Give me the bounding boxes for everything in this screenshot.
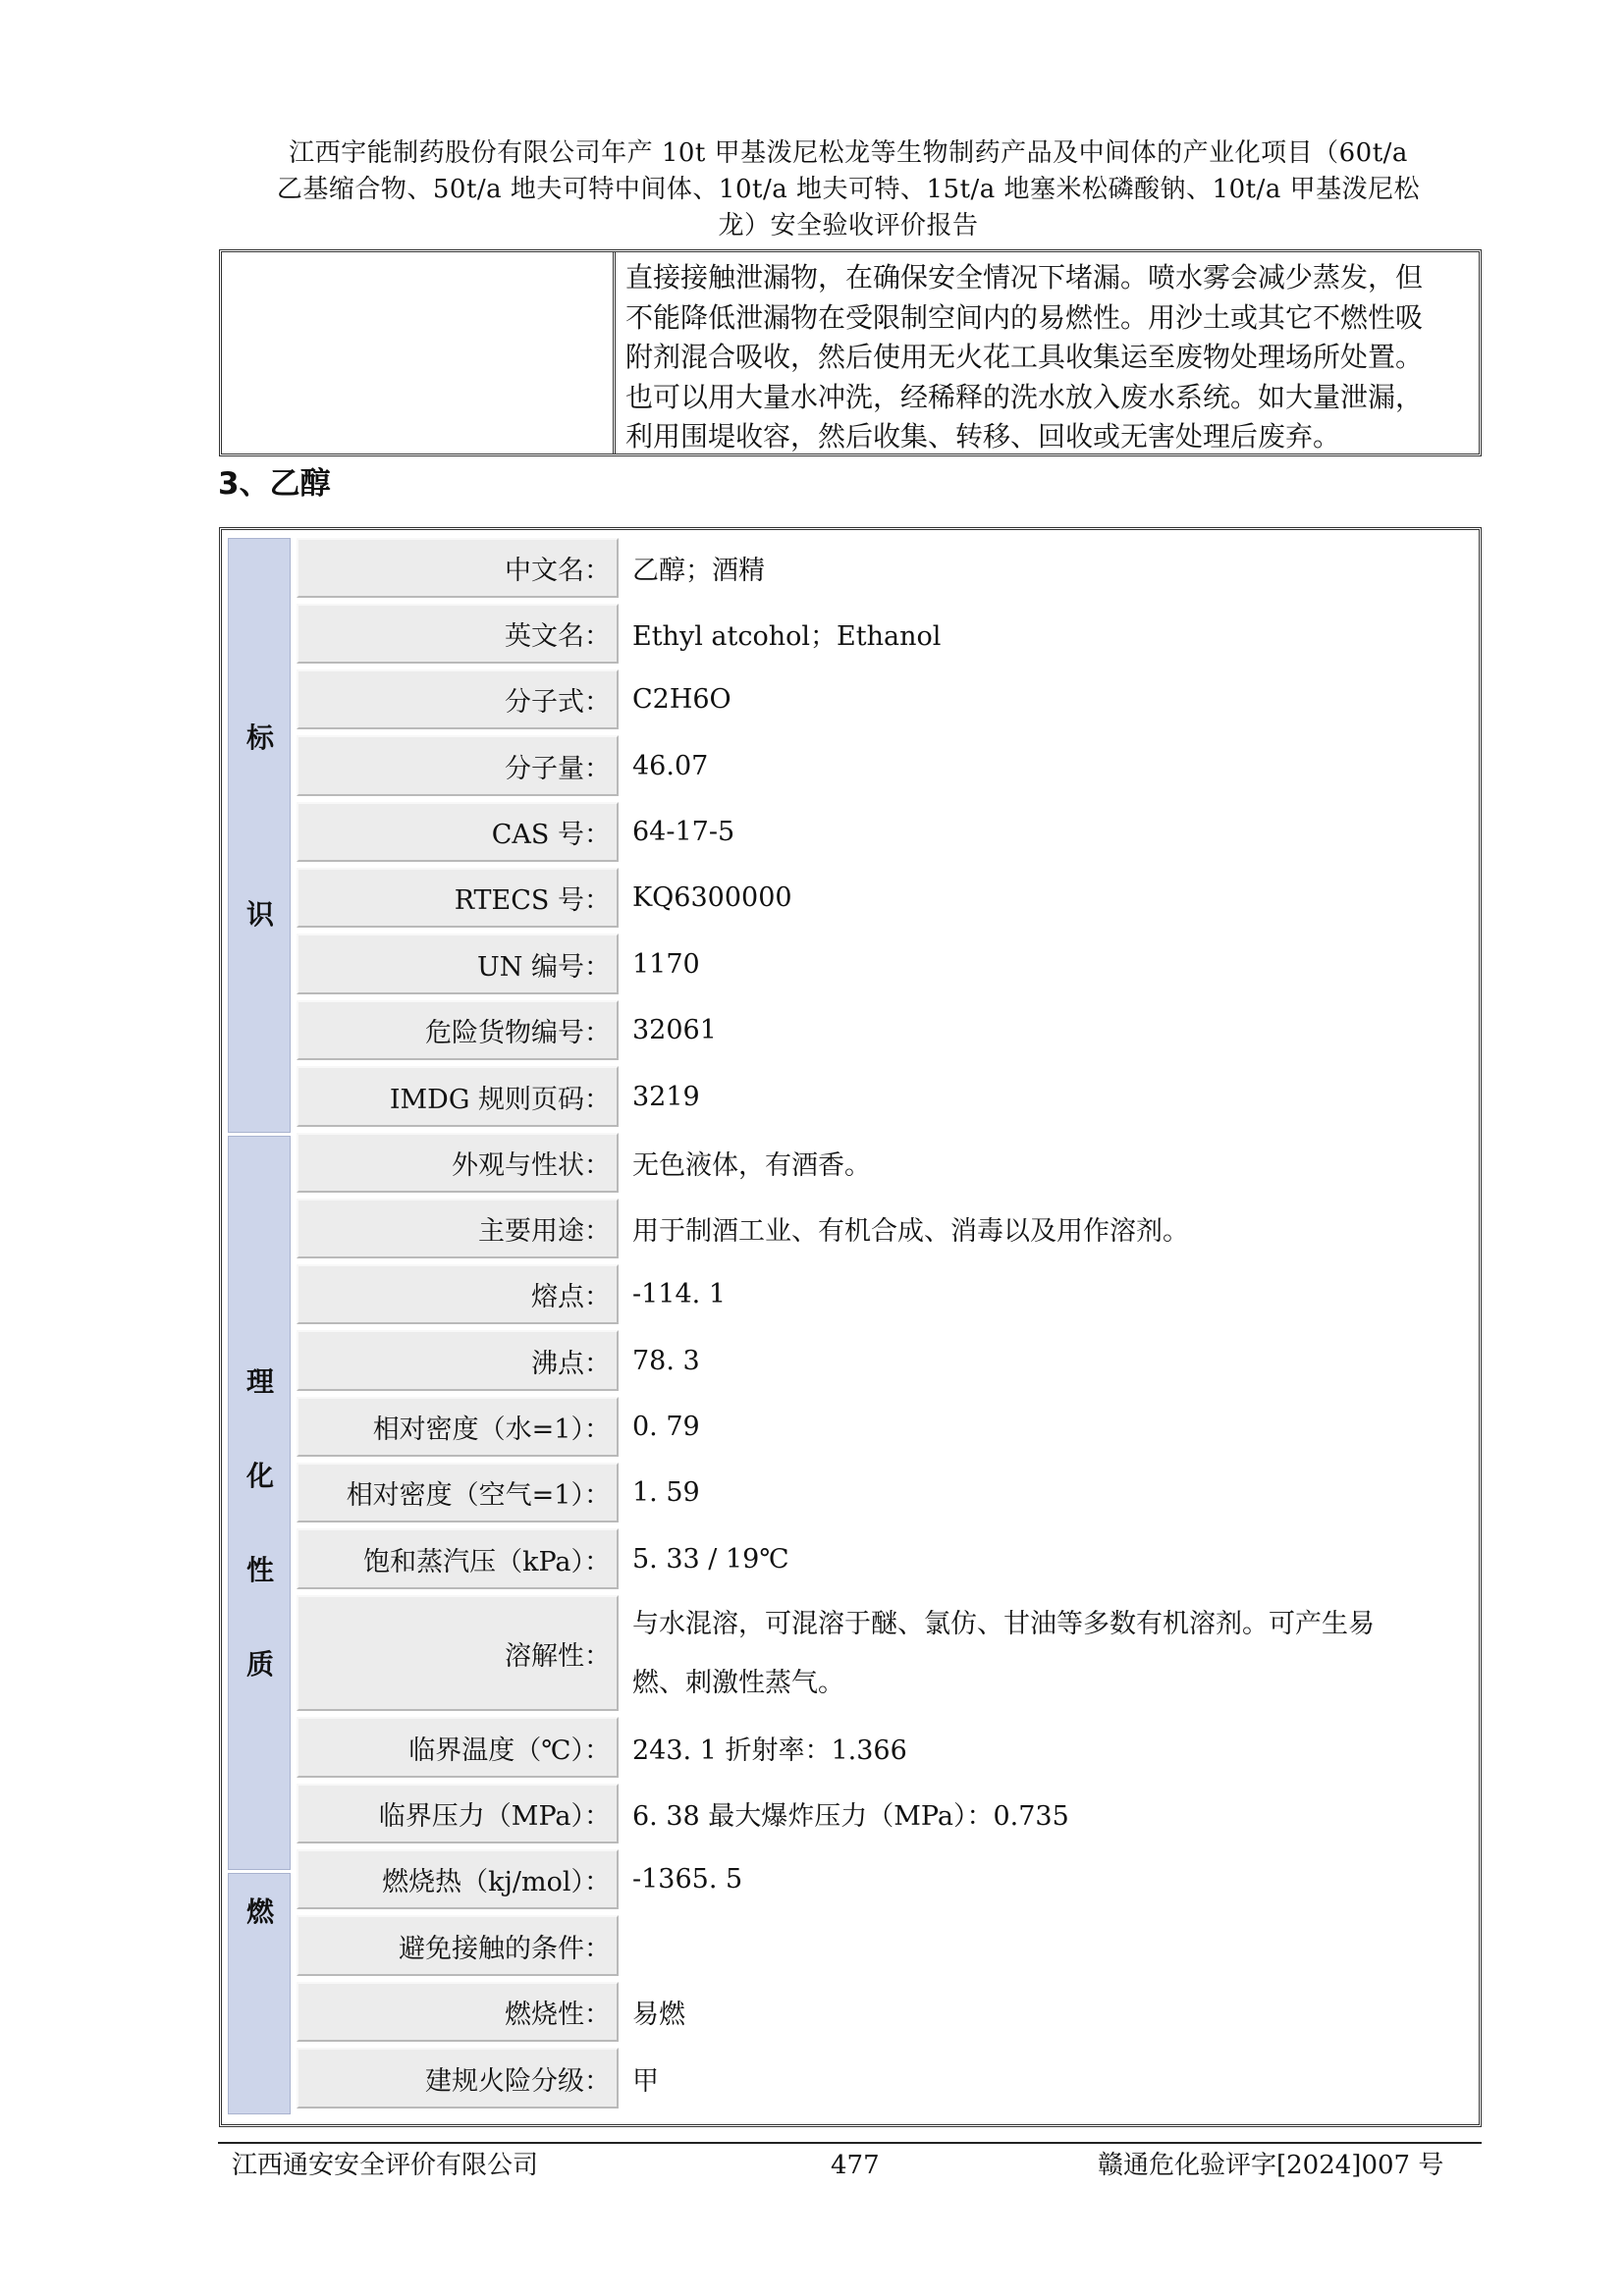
spill-line-4: 也可以用大量水冲洗，经稀释的洗水放入废水系统。如大量泄漏，	[625, 380, 1424, 413]
spill-line-1: 直接接触泄漏物，在确保安全情况下堵漏。喷水雾会减少蒸发，但	[625, 261, 1424, 294]
row-value: 3219	[632, 1081, 700, 1112]
group-char: 化	[245, 1460, 274, 1492]
row-label: CAS 号：	[297, 802, 619, 862]
group-char: 标	[245, 721, 274, 754]
row-value: 243. 1 折射率：1.366	[632, 1735, 907, 1766]
row-label: 燃烧热（kj/mol）：	[297, 1849, 619, 1909]
footer-divider	[218, 2142, 1482, 2144]
spill-line-5: 利用围堤收容，然后收集、转移、回收或无害处理后废弃。	[625, 420, 1341, 453]
group-char: 理	[245, 1365, 274, 1398]
row-label: 中文名：	[297, 538, 619, 598]
table-row	[297, 669, 1473, 735]
row-label: 危险货物编号：	[297, 1000, 619, 1060]
row-label: 分子式：	[297, 669, 619, 729]
row-label: UN 编号：	[297, 934, 619, 994]
table-row	[297, 1133, 1473, 1199]
row-label: 分子量：	[297, 735, 619, 796]
table-row	[297, 735, 1473, 802]
table-row	[297, 1199, 1473, 1264]
table-row	[297, 1397, 1473, 1463]
row-label: RTECS 号：	[297, 868, 619, 928]
table-row	[297, 1595, 1473, 1717]
spill-label-cell	[222, 252, 616, 454]
header-line-1: 江西宇能制药股份有限公司年产 10t 甲基泼尼松龙等生物制药产品及中间体的产业化项目（60t/a	[289, 138, 1408, 168]
row-value: 6. 38 最大爆炸压力（MPa）：0.735	[632, 1801, 1069, 1832]
row-label: 建规火险分级：	[297, 2048, 619, 2109]
row-label: IMDG 规则页码：	[297, 1066, 619, 1127]
table-row	[297, 538, 1473, 604]
row-label: 熔点：	[297, 1264, 619, 1324]
row-label: 燃烧性：	[297, 1982, 619, 2042]
row-value: KQ6300000	[632, 882, 792, 913]
row-value: 易燃	[632, 2000, 685, 2030]
row-value: 1. 59	[632, 1477, 700, 1508]
row-value: 无色液体，有酒香。	[632, 1150, 871, 1181]
group-label-physicochemical	[228, 1136, 291, 1870]
table-row	[297, 1982, 1473, 2048]
group-char: 质	[245, 1648, 274, 1681]
table-row	[297, 1784, 1473, 1849]
row-value	[626, 1915, 1473, 1976]
row-value: 0. 79	[632, 1412, 700, 1442]
row-label: 饱和蒸汽压（kPa）：	[297, 1528, 619, 1589]
table-row	[297, 1330, 1473, 1397]
row-value-line-2: 燃、刺激性蒸气。	[632, 1668, 844, 1698]
table-row	[297, 1264, 1473, 1330]
row-value: 32061	[632, 1015, 717, 1045]
row-value: Ethyl atcohol；Ethanol	[632, 621, 942, 652]
table-row	[297, 1463, 1473, 1528]
table-row	[297, 1528, 1473, 1595]
table-row	[297, 868, 1473, 934]
header-line-2: 乙基缩合物、50t/a 地夫可特中间体、10t/a 地夫可特、15t/a 地塞米松磷酸钠、10t/a 甲基泼尼松	[276, 175, 1421, 204]
row-value: 78. 3	[632, 1345, 700, 1376]
row-value: 用于制酒工业、有机合成、消毒以及用作溶剂。	[632, 1216, 1189, 1247]
table-row	[297, 1915, 1473, 1982]
table-row	[297, 604, 1473, 669]
group-label-identification	[228, 538, 291, 1133]
section-title: 3、乙醇	[218, 466, 331, 502]
row-value: 甲	[632, 2065, 659, 2097]
table-row	[297, 1000, 1473, 1066]
row-label: 溶解性：	[297, 1595, 619, 1711]
group-char: 识	[245, 898, 274, 931]
footer-doc-number: 赣通危化验评字[2024]007 号	[1098, 2151, 1444, 2180]
table-row	[297, 1849, 1473, 1915]
group-char: 燃	[245, 1896, 274, 1928]
row-value: 乙醇；酒精	[632, 556, 765, 586]
row-value: 46.07	[632, 750, 709, 781]
table-row	[297, 2048, 1473, 2114]
row-label: 沸点：	[297, 1330, 619, 1391]
row-label: 英文名：	[297, 604, 619, 664]
row-value: 5. 33 / 19℃	[632, 1543, 789, 1575]
spill-line-3: 附剂混合吸收，然后使用无火花工具收集运至废物处理场所处置。	[625, 341, 1424, 373]
spill-line-2: 不能降低泄漏物在受限制空间内的易燃性。用沙土或其它不燃性吸	[625, 300, 1424, 334]
row-value: -1365. 5	[632, 1864, 743, 1895]
table-row	[297, 1066, 1473, 1133]
row-value-line-1: 与水混溶，可混溶于醚、氯仿、甘油等多数有机溶剂。可产生易	[632, 1609, 1375, 1639]
row-value: -114. 1	[632, 1279, 727, 1309]
row-value: 64-17-5	[632, 817, 735, 847]
spill-text-cell	[616, 252, 1479, 454]
row-label: 相对密度（水=1）：	[297, 1397, 619, 1457]
table-row	[297, 1717, 1473, 1784]
row-value: C2H6O	[632, 684, 731, 715]
group-char: 性	[245, 1554, 274, 1586]
row-label: 外观与性状：	[297, 1133, 619, 1193]
table-row	[297, 802, 1473, 868]
row-label: 临界温度（℃）：	[297, 1717, 619, 1778]
row-label: 临界压力（MPa）：	[297, 1784, 619, 1843]
report-header	[228, 135, 1469, 244]
row-label: 相对密度（空气=1）：	[297, 1463, 619, 1522]
header-line-3: 龙）安全验收评价报告	[718, 211, 979, 240]
table-row	[297, 934, 1473, 1000]
spill-handling-table	[219, 249, 1482, 456]
row-label: 主要用途：	[297, 1199, 619, 1258]
footer-company: 江西通安安全评价有限公司	[232, 2151, 539, 2180]
group-label-combustion	[228, 1873, 291, 2114]
row-value	[626, 1595, 1473, 1711]
ethanol-property-table	[219, 527, 1482, 2127]
footer-page-number: 477	[831, 2151, 880, 2180]
row-label: 避免接触的条件：	[297, 1915, 619, 1976]
row-value: 1170	[632, 948, 700, 980]
